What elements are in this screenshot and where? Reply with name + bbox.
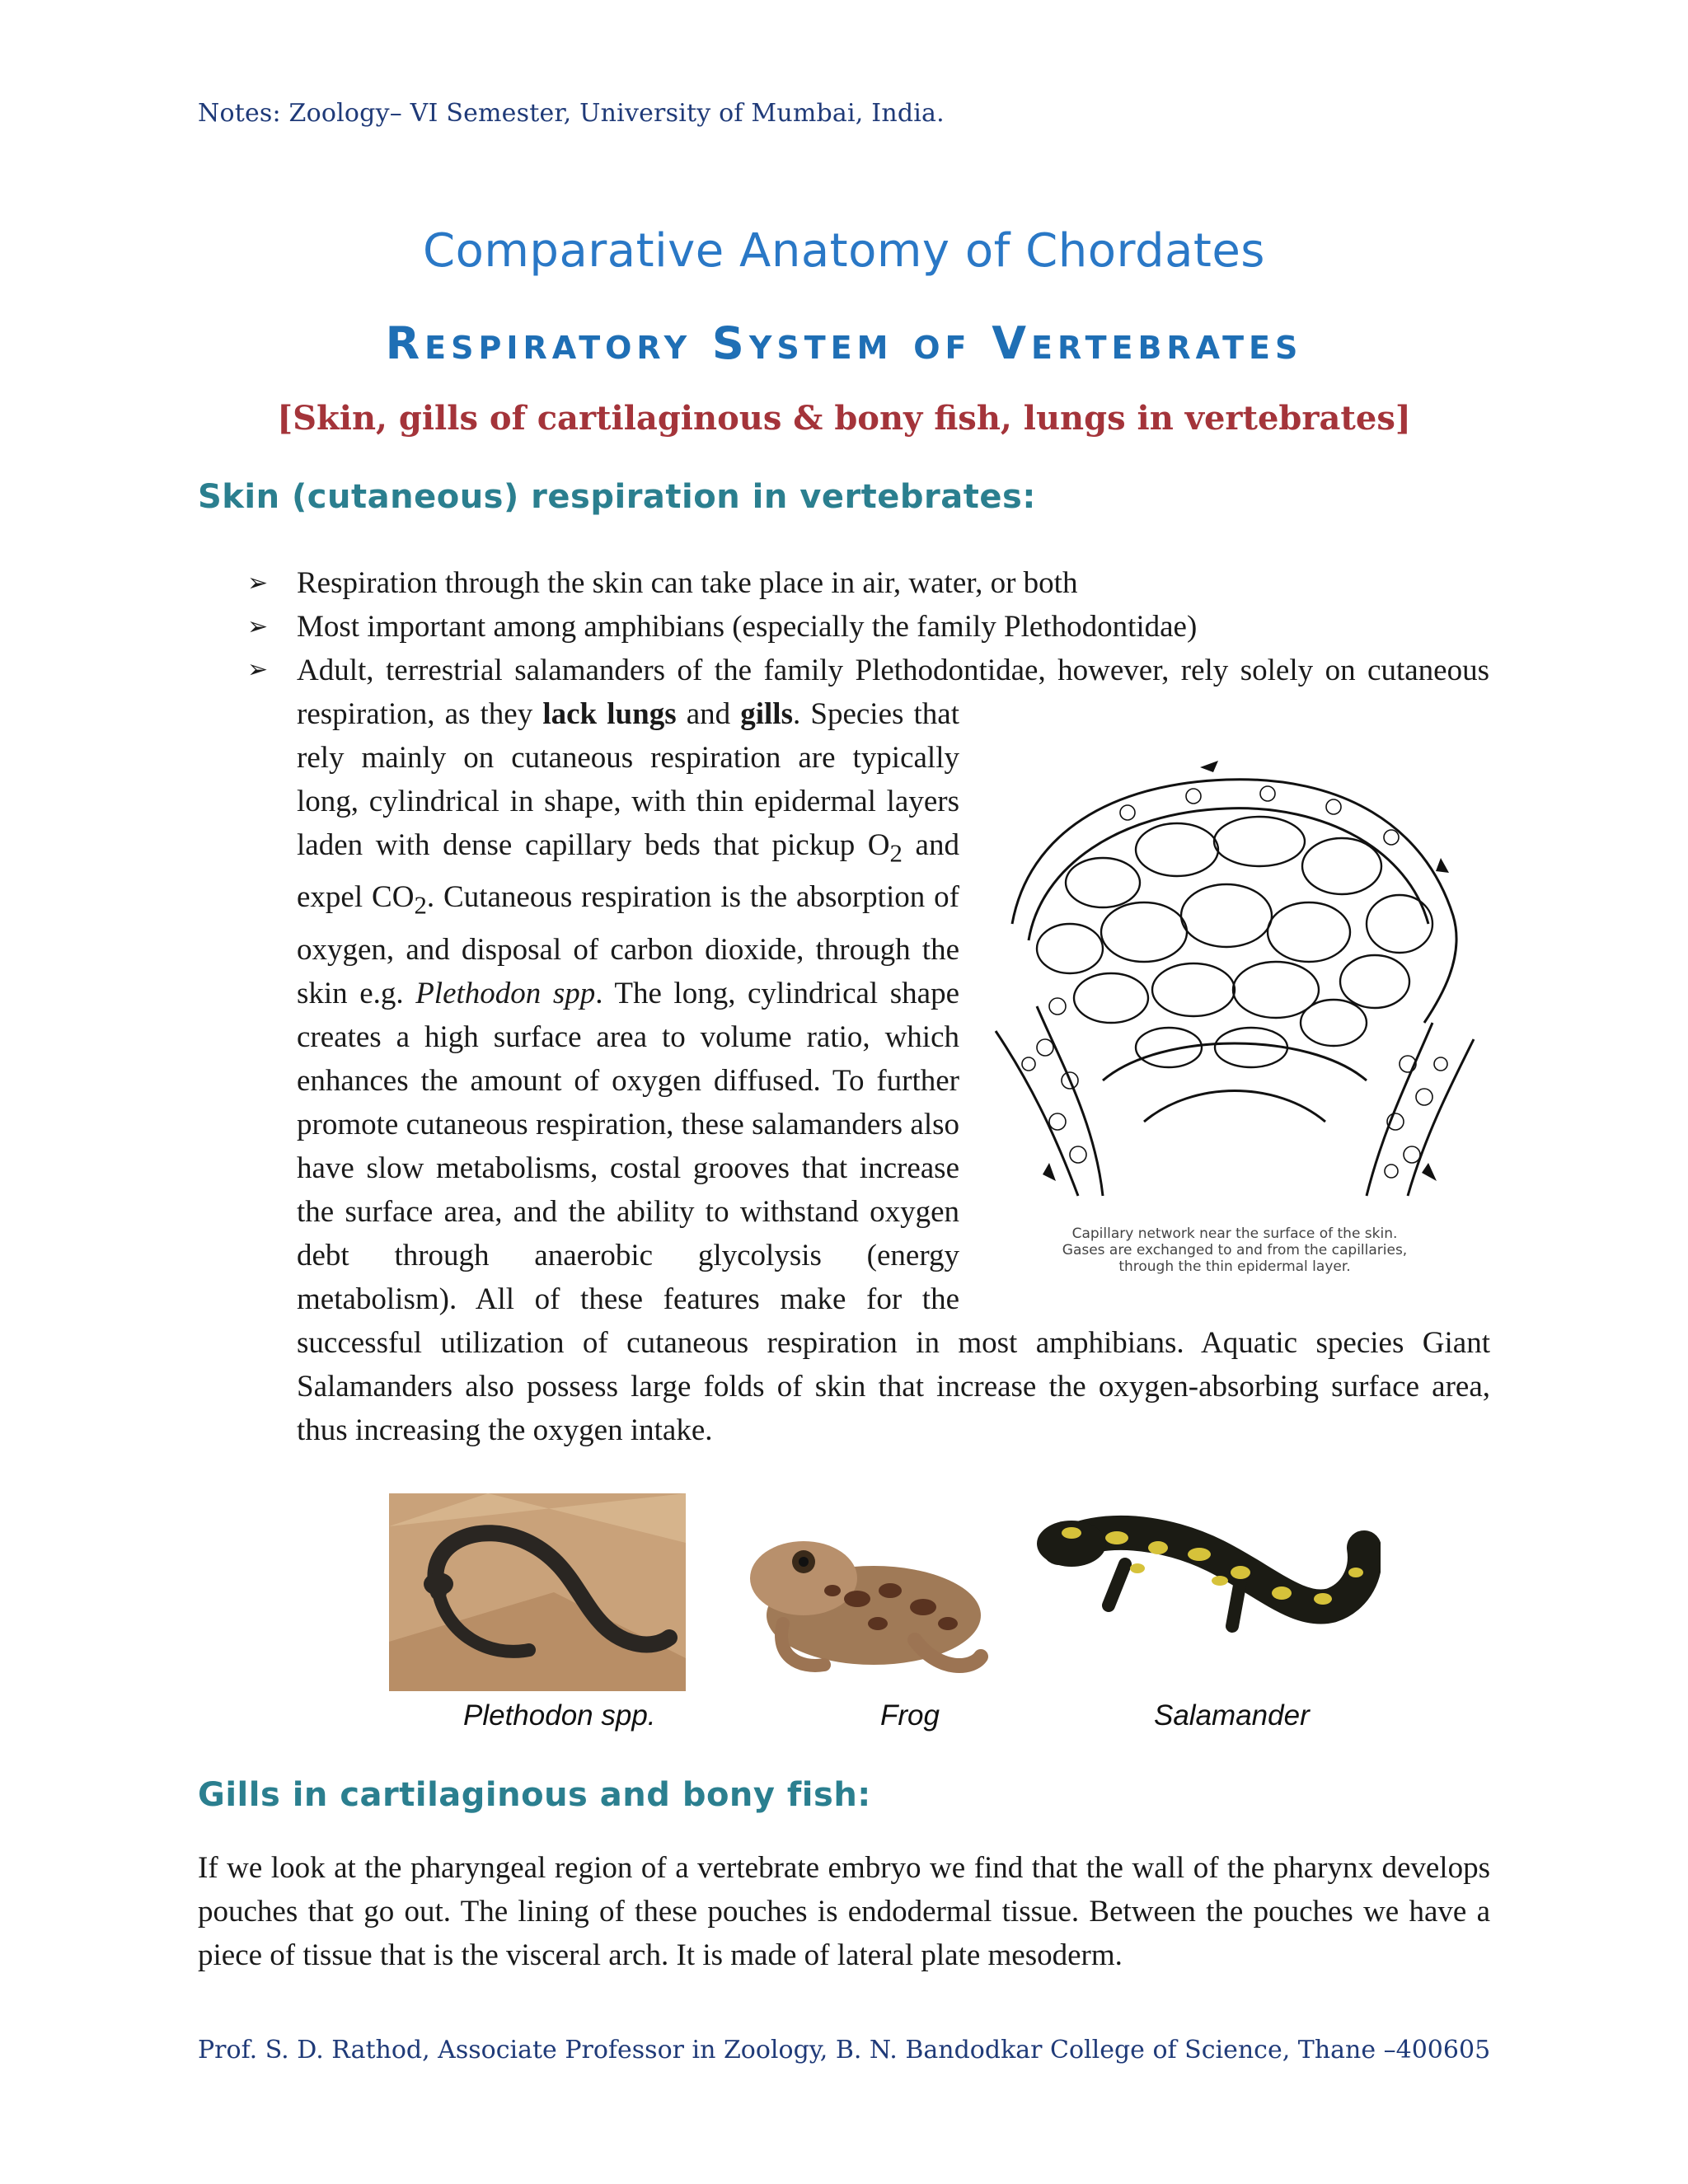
arrow-bullet-icon: ➢	[247, 612, 269, 641]
frog-image	[725, 1500, 997, 1690]
bullet-text: Most important among amphibians (especially the family Plethodontidae)	[297, 609, 1198, 644]
section-heading-gills: Gills in cartilaginous and bony fish:	[198, 1776, 871, 1814]
bullet-item-2	[247, 606, 1490, 649]
salamander-image	[1034, 1490, 1381, 1680]
text-span: Adult, terrestrial salamanders of the family Plethodontidae, however, rely solely on cutaneous respiration, as they	[297, 654, 1489, 731]
footer-note: Prof. S. D. Rathod, Associate Professor in Zoology, B. N. Bandodkar College of Science, Thane –400605	[198, 2036, 1491, 2064]
bullet-paragraph	[297, 649, 1490, 1452]
bullet-list	[247, 562, 1490, 1452]
plethodon-image	[389, 1493, 686, 1691]
plethodon-photo	[389, 1493, 686, 1691]
frog-photo	[725, 1500, 997, 1690]
bullet-text: Respiration through the skin can take place in air, water, or both	[297, 566, 1078, 600]
image-caption-salamander: Salamander	[1154, 1699, 1310, 1732]
bold-text: gills	[740, 697, 793, 731]
figure-caption-line: Capillary network near the surface of the skin.	[1071, 1226, 1398, 1242]
figure-caption-line: through the thin epidermal layer.	[1118, 1258, 1351, 1275]
text-span: . The long, cylindrical shape creates a high surface area to volume ratio, which enhances the amount of oxygen diffused. To further promote cutaneous respiration, these salamanders also have slow metabolisms, costal grooves that increase the surface area, and the ability to withstand oxygen debt through anaerobic glycolysis (energy metabolism). All of these features make for the successful utilization of cutaneous respiration in most amphibians. Aquatic species Giant Salamanders also possess large folds of skin that increase the oxygen-absorbing surface area, thus increasing the oxygen intake.	[297, 976, 1490, 1447]
figure-caption	[979, 1226, 1490, 1275]
topics-subtitle: [Skin, gills of cartilaginous & bony fish, lungs in vertebrates]	[277, 399, 1411, 438]
bullet-item-1	[247, 562, 1490, 606]
figure-caption-line: Gases are exchanged to and from the capillaries,	[1062, 1242, 1408, 1258]
capillary-figure	[979, 734, 1490, 1295]
bold-text: lack lungs	[542, 697, 677, 731]
italic-text: Plethodon spp	[415, 976, 596, 1010]
page-subtitle: Respiratory System of Vertebrates	[385, 317, 1303, 369]
subscript: 2	[889, 839, 903, 868]
text-span: . Species that rely mainly on cutaneous respiration are typically long, cylindrical in shape, with thin epidermal layers laden with dense capillary beds that pickup O	[297, 697, 959, 862]
section-heading-skin: Skin (cutaneous) respiration in vertebrates:	[198, 478, 1036, 516]
text-span: . Cutaneous respiration is the absorption of oxygen, and disposal of carbon dioxide, through the skin e.g.	[297, 880, 959, 1010]
arrow-bullet-icon: ➢	[247, 569, 269, 598]
image-caption-plethodon: Plethodon spp.	[463, 1699, 656, 1732]
capillary-network-illustration	[979, 734, 1490, 1221]
bullet-item-3	[247, 649, 1490, 1452]
header-note: Notes: Zoology– VI Semester, University of Mumbai, India.	[198, 99, 945, 128]
gills-paragraph: If we look at the pharyngeal region of a vertebrate embryo we find that the wall of the pharynx develops pouches that go out. The lining of these pouches is endodermal tissue. Between the pouches we have a piece of tissue that is the visceral arch. It is made of lateral plate mesoderm.	[198, 1851, 1490, 1972]
salamander-photo	[1034, 1490, 1381, 1680]
subscript: 2	[414, 891, 427, 920]
text-span: and expel CO	[297, 828, 959, 915]
page-title: Comparative Anatomy of Chordates	[423, 224, 1265, 278]
text-span: and	[676, 697, 741, 731]
image-caption-frog: Frog	[880, 1699, 940, 1732]
arrow-bullet-icon: ➢	[247, 655, 269, 684]
